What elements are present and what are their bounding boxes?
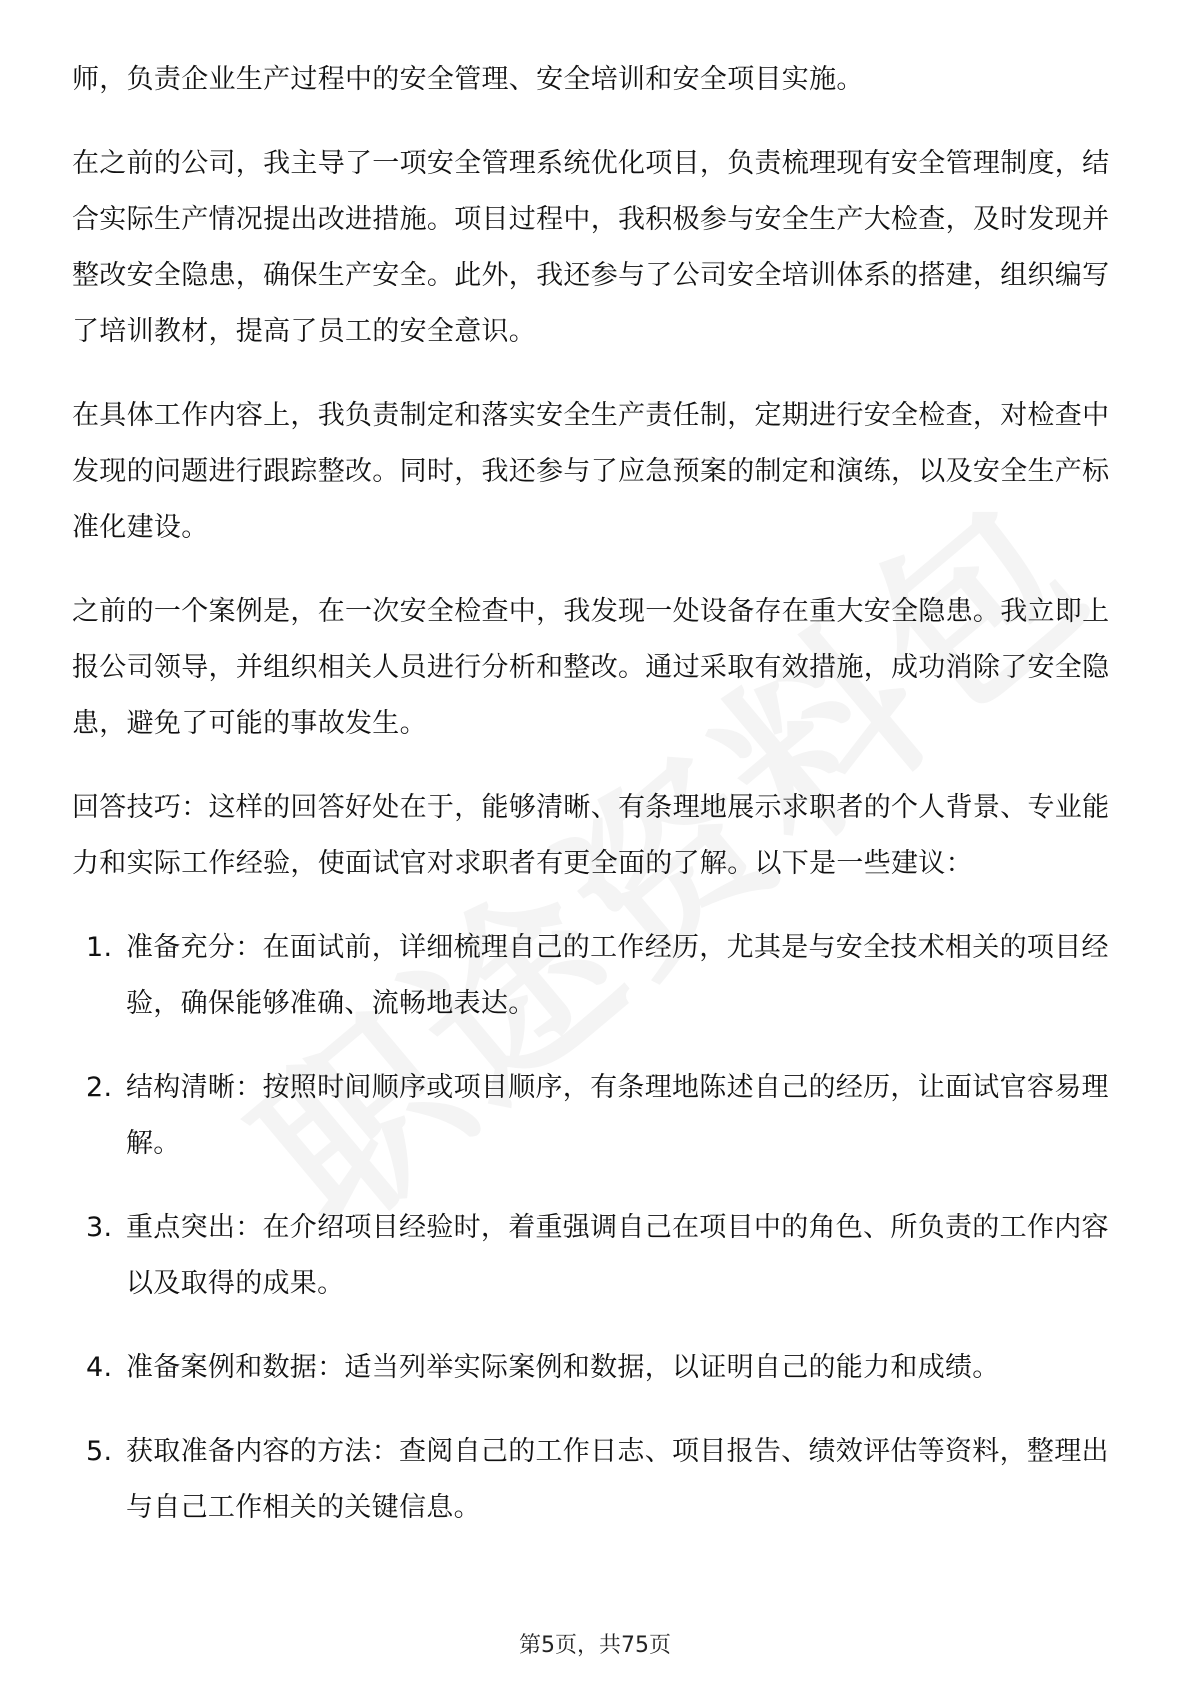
document-body [72, 52, 1118, 1564]
list-text: 准备充分：在面试前，详细梳理自己的工作经历，尤其是与安全技术相关的项目经验，确保能够准确、流畅地表达。 [126, 932, 1109, 1019]
list-text: 准备案例和数据：适当列举实际案例和数据，以证明自己的能力和成绩。 [126, 1352, 1000, 1383]
page-number-footer: 第5页，共75页 [519, 1633, 671, 1658]
list-item [72, 1424, 1118, 1536]
paragraph-3: 在具体工作内容上，我负责制定和落实安全生产责任制，定期进行安全检查，对检查中发现的问题进行跟踪整改。同时，我还参与了应急预案的制定和演练，以及安全生产标准化建设。 [72, 400, 1110, 543]
list-number: 4. [86, 1352, 113, 1383]
paragraph-tips-intro: 回答技巧：这样的回答好处在于，能够清晰、有条理地展示求职者的个人背景、专业能力和实际工作经验，使面试官对求职者有更全面的了解。以下是一些建议： [72, 792, 1110, 879]
list-item [72, 1200, 1118, 1312]
list-number: 1. [86, 932, 113, 963]
list-number: 3. [86, 1212, 113, 1243]
paragraph-4: 之前的一个案例是，在一次安全检查中，我发现一处设备存在重大安全隐患。我立即上报公司领导，并组织相关人员进行分析和整改。通过采取有效措施，成功消除了安全隐患，避免了可能的事故发生。 [72, 596, 1110, 739]
list-item [72, 920, 1118, 1032]
list-item [72, 1060, 1118, 1172]
list-text: 获取准备内容的方法：查阅自己的工作日志、项目报告、绩效评估等资料，整理出与自己工作相关的关键信息。 [126, 1436, 1109, 1523]
list-text: 结构清晰：按照时间顺序或项目顺序，有条理地陈述自己的经历，让面试官容易理解。 [126, 1072, 1109, 1159]
list-number: 2. [86, 1072, 113, 1103]
paragraph-2: 在之前的公司，我主导了一项安全管理系统优化项目，负责梳理现有安全管理制度，结合实际生产情况提出改进措施。项目过程中，我积极参与安全生产大检查，及时发现并整改安全隐患，确保生产安全。此外，我还参与了公司安全培训体系的搭建，组织编写了培训教材，提高了员工的安全意识。 [72, 148, 1110, 347]
paragraph-1: 师，负责企业生产过程中的安全管理、安全培训和安全项目实施。 [72, 64, 864, 95]
list-text: 重点突出：在介绍项目经验时，着重强调自己在项目中的角色、所负责的工作内容以及取得的成果。 [126, 1212, 1109, 1299]
list-number: 5. [86, 1436, 113, 1467]
tips-list [72, 920, 1118, 1536]
list-item [72, 1340, 1118, 1396]
